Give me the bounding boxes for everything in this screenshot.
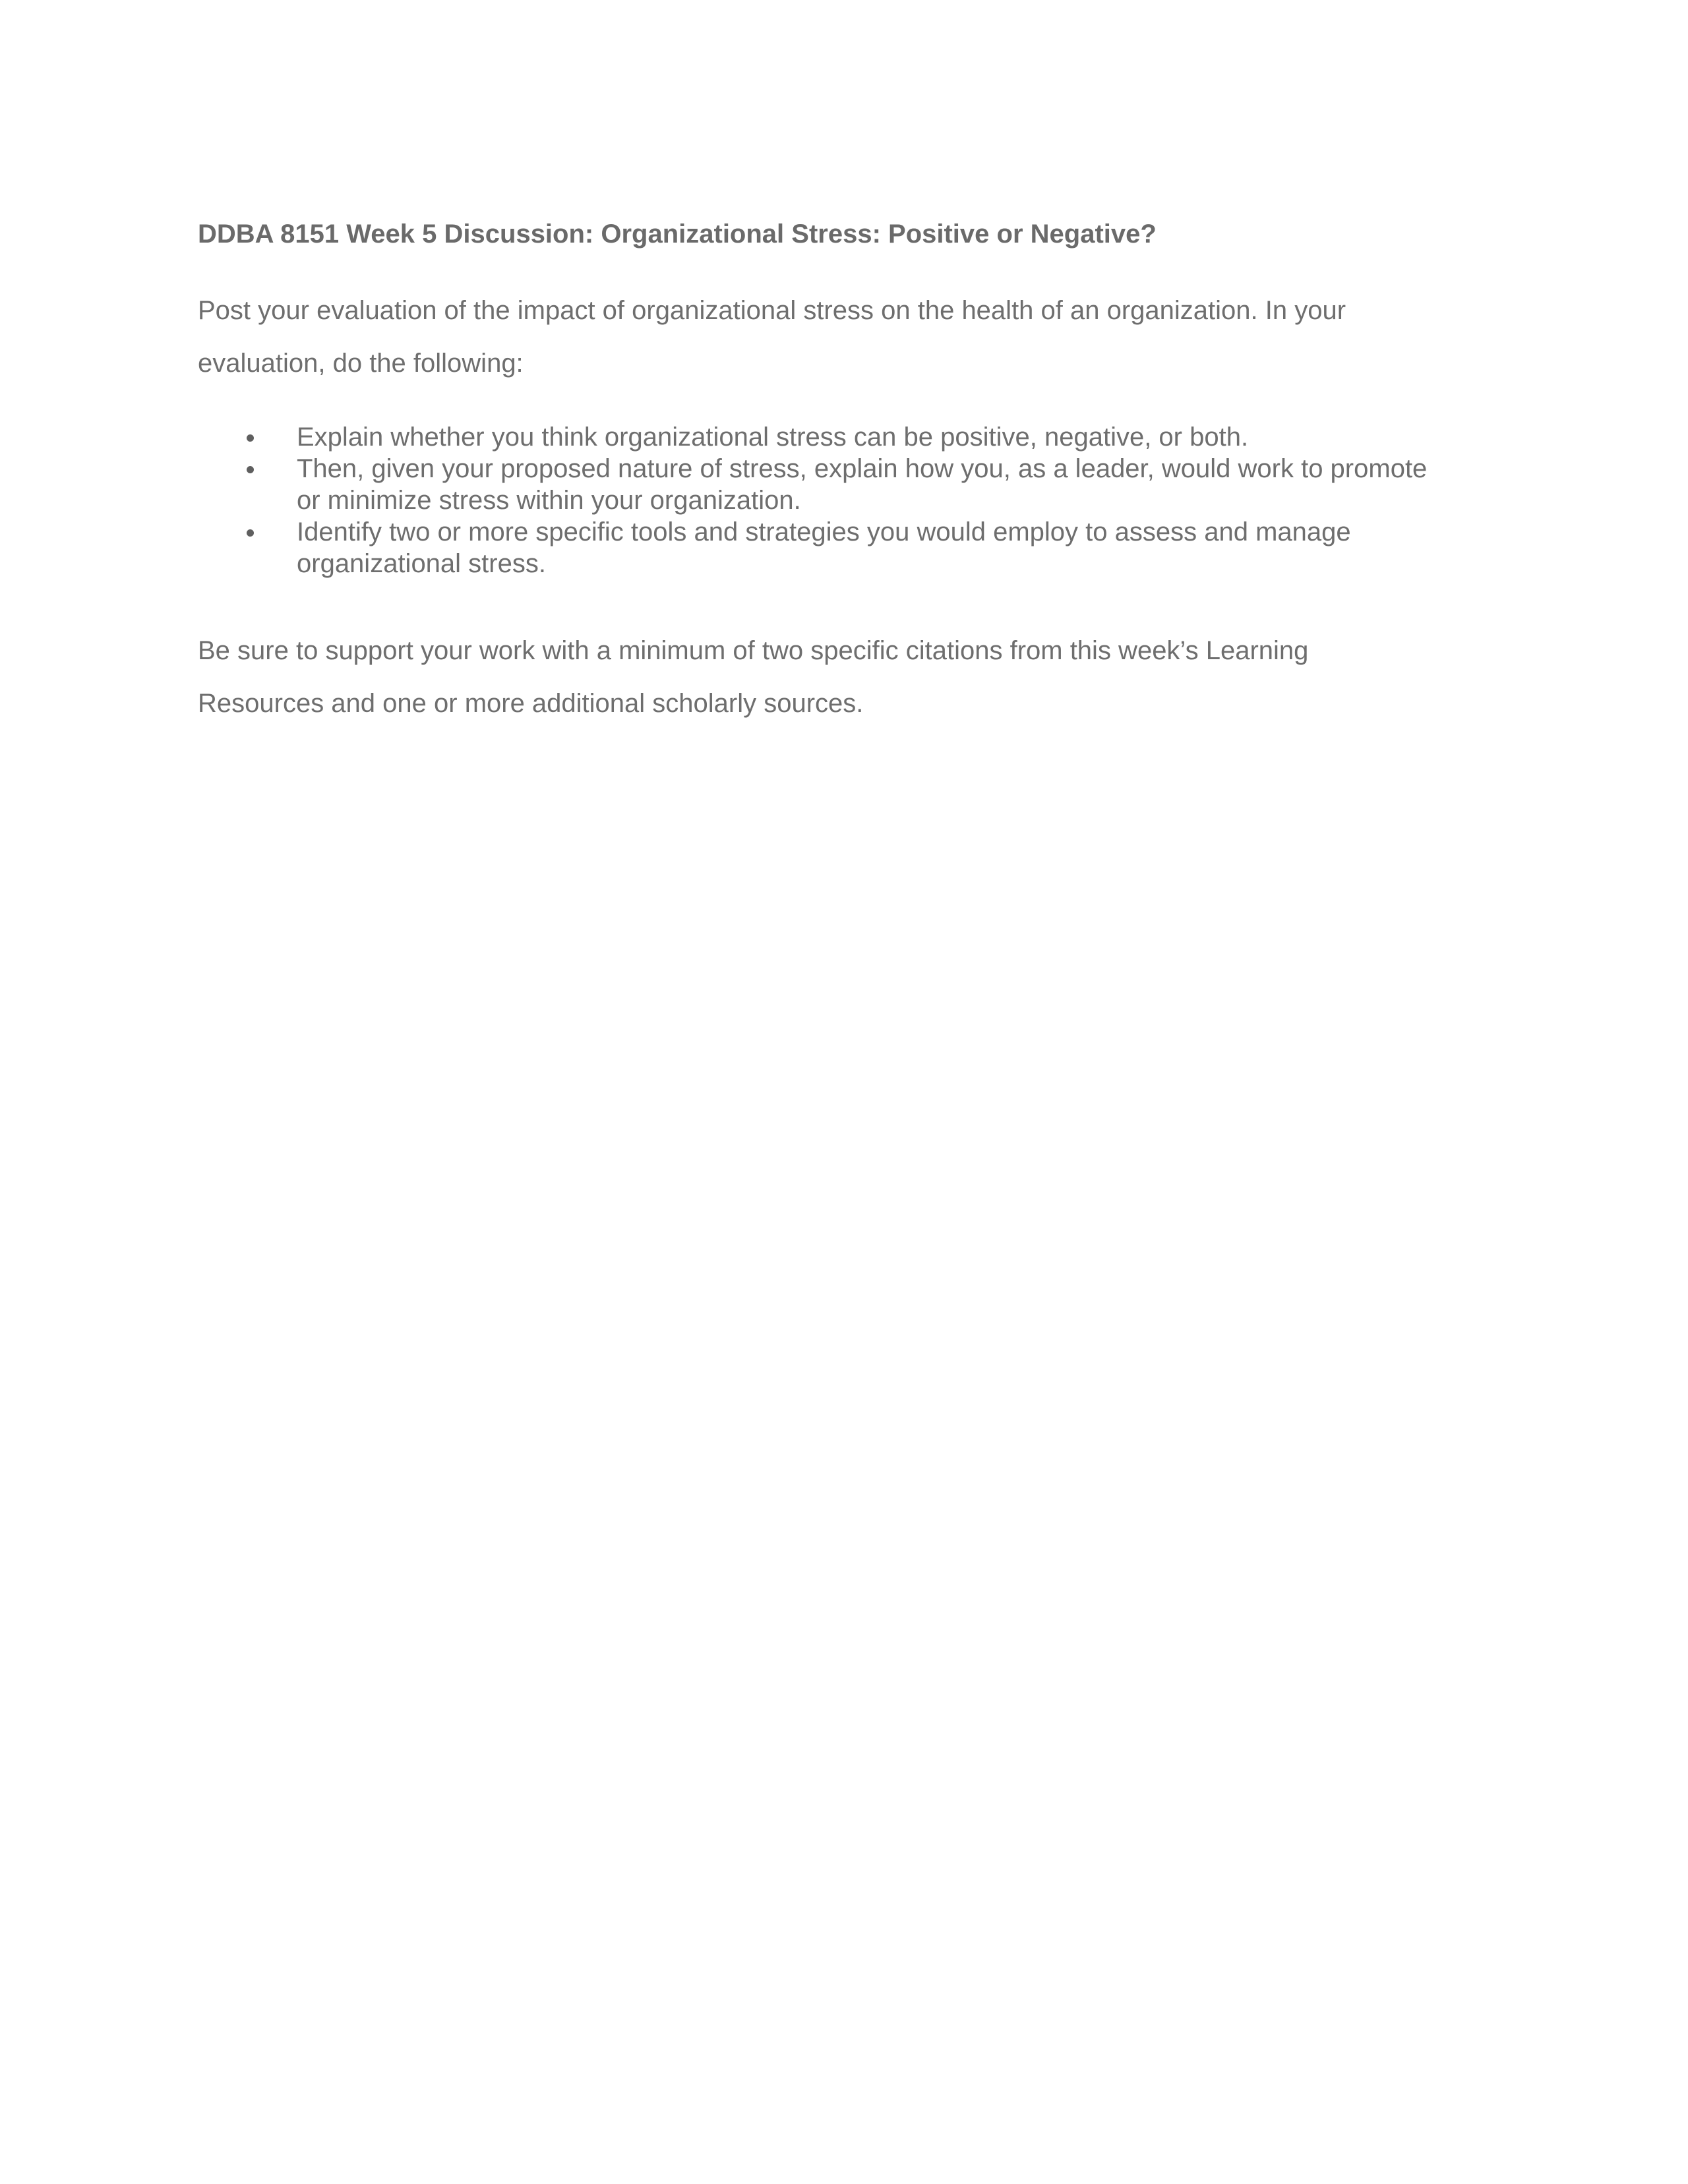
list-item <box>198 453 1484 516</box>
list-item-text: Identify two or more specific tools and strategies you would employ to assess and manage <box>297 517 1351 546</box>
page-title: DDBA 8151 Week 5 Discussion: Organizational Stress: Positive or Negative? <box>198 220 1157 249</box>
closing-line-1: Be sure to support your work with a minimum of two specific citations from this week’s Learning <box>198 636 1309 665</box>
bullet-list <box>198 421 1490 579</box>
intro-line-1: Post your evaluation of the impact of organizational stress on the health of an organization. In your <box>198 296 1346 325</box>
intro-paragraph <box>198 284 1451 390</box>
document-body <box>198 214 1490 730</box>
list-item-text: Explain whether you think organizational stress can be positive, negative, or both. <box>297 423 1249 452</box>
list-item <box>198 516 1484 579</box>
bullet-icon <box>247 434 254 442</box>
list-item <box>198 421 1484 453</box>
closing-line-2: Resources and one or more additional scholarly sources. <box>198 689 864 718</box>
list-item-text: Then, given your proposed nature of stress, explain how you, as a leader, would work to promote <box>297 454 1428 483</box>
closing-paragraph <box>198 624 1451 730</box>
list-item-text: or minimize stress within your organization. <box>297 486 801 515</box>
bullet-icon <box>247 529 254 537</box>
bullet-icon <box>247 466 254 473</box>
intro-line-2: evaluation, do the following: <box>198 349 524 378</box>
list-item-text: organizational stress. <box>297 549 546 578</box>
